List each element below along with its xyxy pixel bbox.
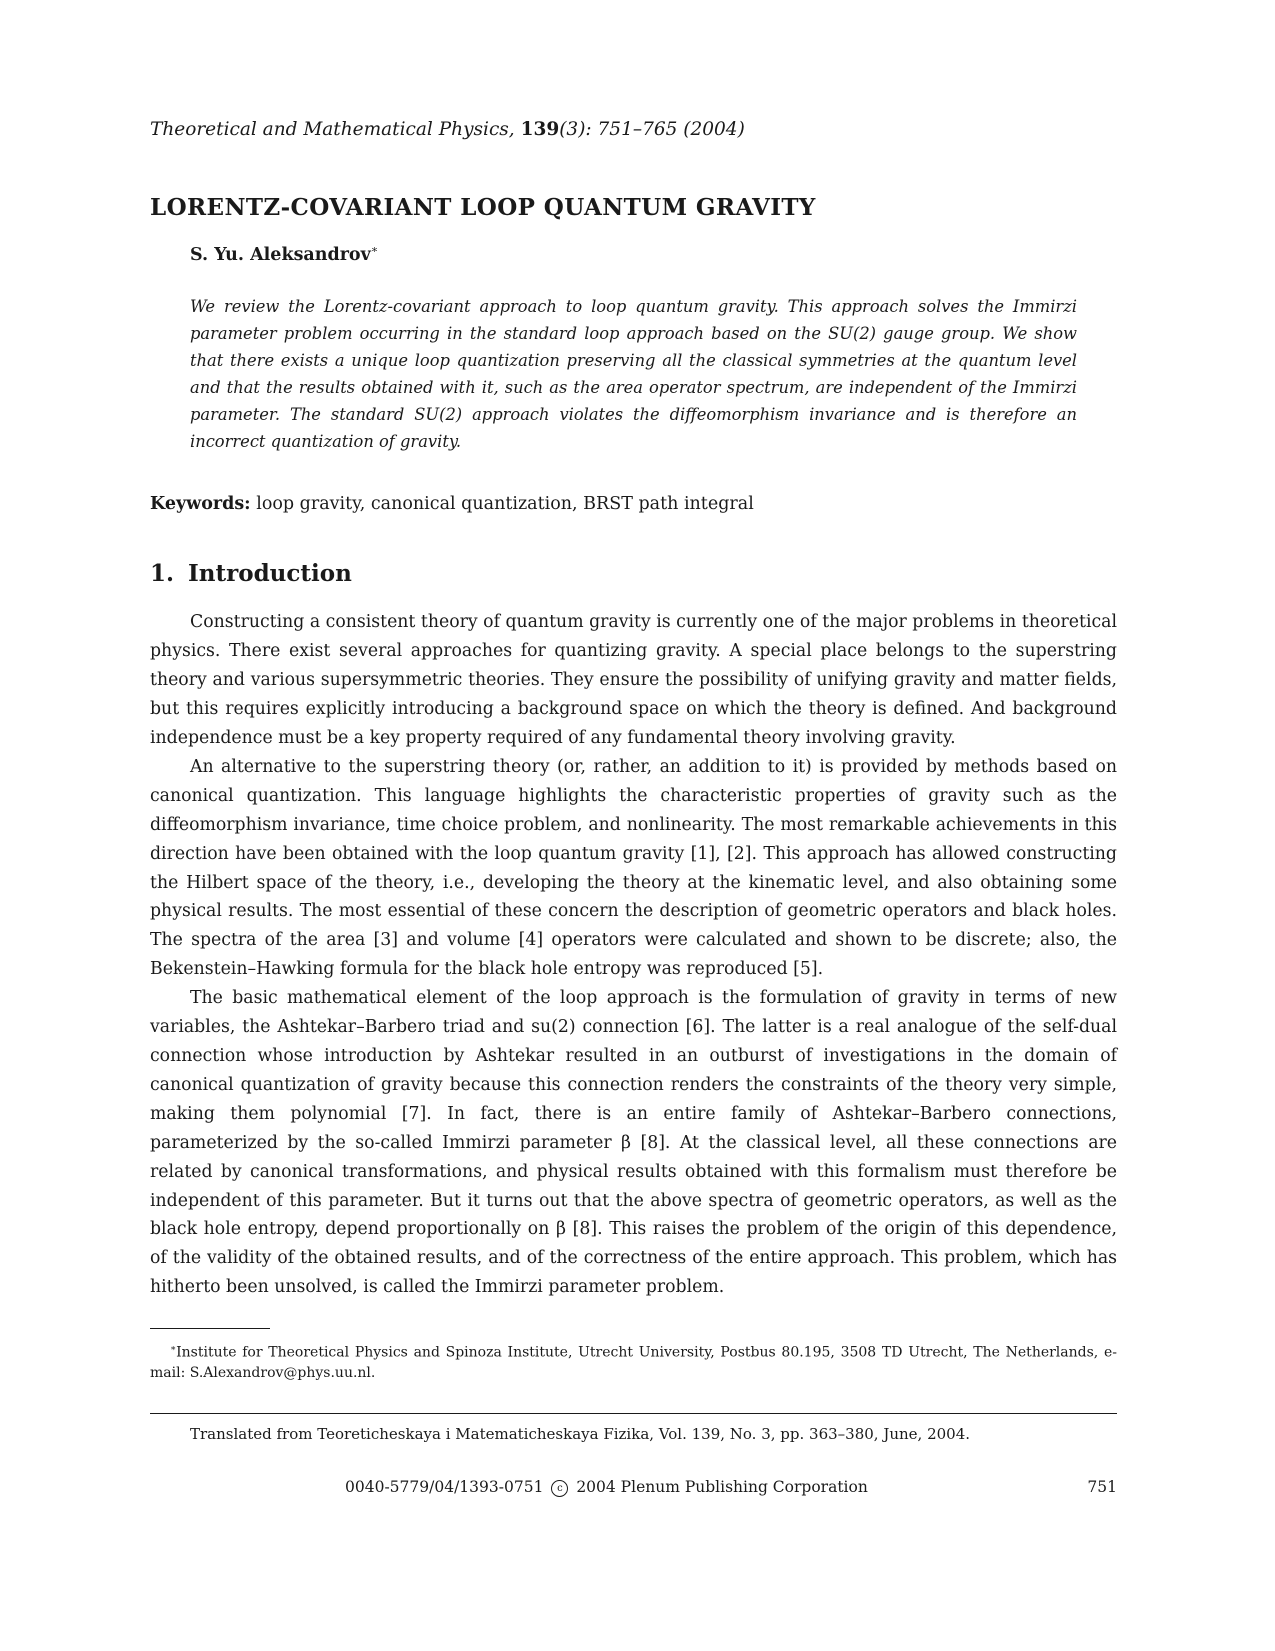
publisher-line — [345, 1477, 868, 1497]
abstract: We review the Lorentz-covariant approach to loop quantum gravity. This approach solves the Immirzi parameter problem occurring in the standard loop approach based on the SU(2) gauge group. We show that there exists a unique loop quantization preserving all the classical symmetries at the quantum level and that the results obtained with it, such as the area operator spectrum, are independent of the Immirzi parameter. The standard SU(2) approach violates the diffeomorphism invariance and is therefore an incorrect quantization of gravity. — [190, 296, 1077, 452]
translated-from: Translated from Teoreticheskaya i Matematicheskaya Fizika, Vol. 139, No. 3, pp. 363–380, June, 2004. — [190, 1424, 971, 1443]
keywords-value: loop gravity, canonical quantization, BRST path integral — [256, 494, 754, 515]
paper-title: LORENTZ-COVARIANT LOOP QUANTUM GRAVITY — [150, 194, 816, 221]
paper-page — [150, 118, 1117, 1499]
author-footnote-mark: ∗ — [370, 243, 379, 256]
footnote-divider — [150, 1328, 270, 1329]
page-footer — [150, 1477, 1117, 1499]
journal-volume: 139 — [520, 119, 560, 140]
page-number: 751 — [1087, 1477, 1117, 1496]
copyright-icon: c — [551, 1480, 568, 1497]
keywords — [150, 492, 1117, 516]
copyright-text: 2004 Plenum Publishing Corporation — [576, 1477, 868, 1496]
section-title: Introduction — [188, 560, 352, 588]
journal-citation — [150, 118, 1117, 142]
author-line — [190, 238, 1117, 267]
paragraph-1: Constructing a consistent theory of quantum gravity is currently one of the major problems in theoretical physics. There exist several approaches for quantizing gravity. A special place belongs to the superstring theory and various supersymmetric theories. They ensure the possibility of unifying gravity and matter fields, but this requires explicitly introducing a background space on which the theory is defined. And background independence must be a key property required of any fundamental theory involving gravity. — [150, 612, 1117, 749]
issn: 0040-5779/04/1393-0751 — [345, 1477, 544, 1496]
journal-issue-pages: (3): 751–765 (2004) — [559, 119, 745, 140]
paragraph-2: An alternative to the superstring theory (or, rather, an addition to it) is provided by methods based on canonical quantization. This language highlights the characteristic properties of gravity such as the diffeomorphism invariance, time choice problem, and nonlinearity. The most remarkable achievements in this direction have been obtained with the loop quantum gravity [1], [2]. This approach has allowed constructing the Hilbert space of the theory, i.e., developing the theory at the kinematic level, and also obtaining some physical results. The most essential of these concern the description of geometric operators and black holes. The spectra of the area [3] and volume [4] operators were calculated and shown to be discrete; also, the Bekenstein–Hawking formula for the black hole entropy was reproduced [5]. — [150, 756, 1117, 980]
paragraph-3: The basic mathematical element of the loop approach is the formulation of gravity in terms of new variables, the Ashtekar–Barbero triad and su(2) connection [6]. The latter is a real analogue of the self-dual connection whose introduction by Ashtekar resulted in an outburst of investigations in the domain of canonical quantization of gravity because this connection renders the constraints of the theory very simple, making them polynomial [7]. In fact, there is an entire family of Ashtekar–Barbero connections, parameterized by the so-called Immirzi parameter β [8]. At the classical level, all these connections are related by canonical transformations, and physical results obtained with this formalism must therefore be independent of this parameter. But it turns out that the above spectra of geometric operators, as well as the black hole entropy, depend proportionally on β [8]. This raises the problem of the origin of this dependence, of the validity of the obtained results, and of the correctness of the entire approach. This problem, which has hitherto been unsolved, is called the Immirzi parameter problem. — [150, 988, 1117, 1298]
footnote — [150, 1339, 1117, 1383]
section-number: 1. — [150, 560, 175, 588]
footnote-mark: ∗ — [170, 1344, 177, 1355]
keywords-label: Keywords: — [150, 494, 251, 515]
footnote-text: Institute for Theoretical Physics and Spinoza Institute, Utrecht University, Postbus 80.195, 3508 TD Utrecht, The Netherlands, e-mail: S.Alexandrov@phys.uu.nl. — [150, 1344, 1117, 1381]
translation-divider — [150, 1413, 1117, 1414]
journal-name: Theoretical and Mathematical Physics, — [150, 119, 515, 140]
author-name: S. Yu. Aleksandrov — [190, 244, 371, 265]
section-heading — [150, 560, 1117, 588]
